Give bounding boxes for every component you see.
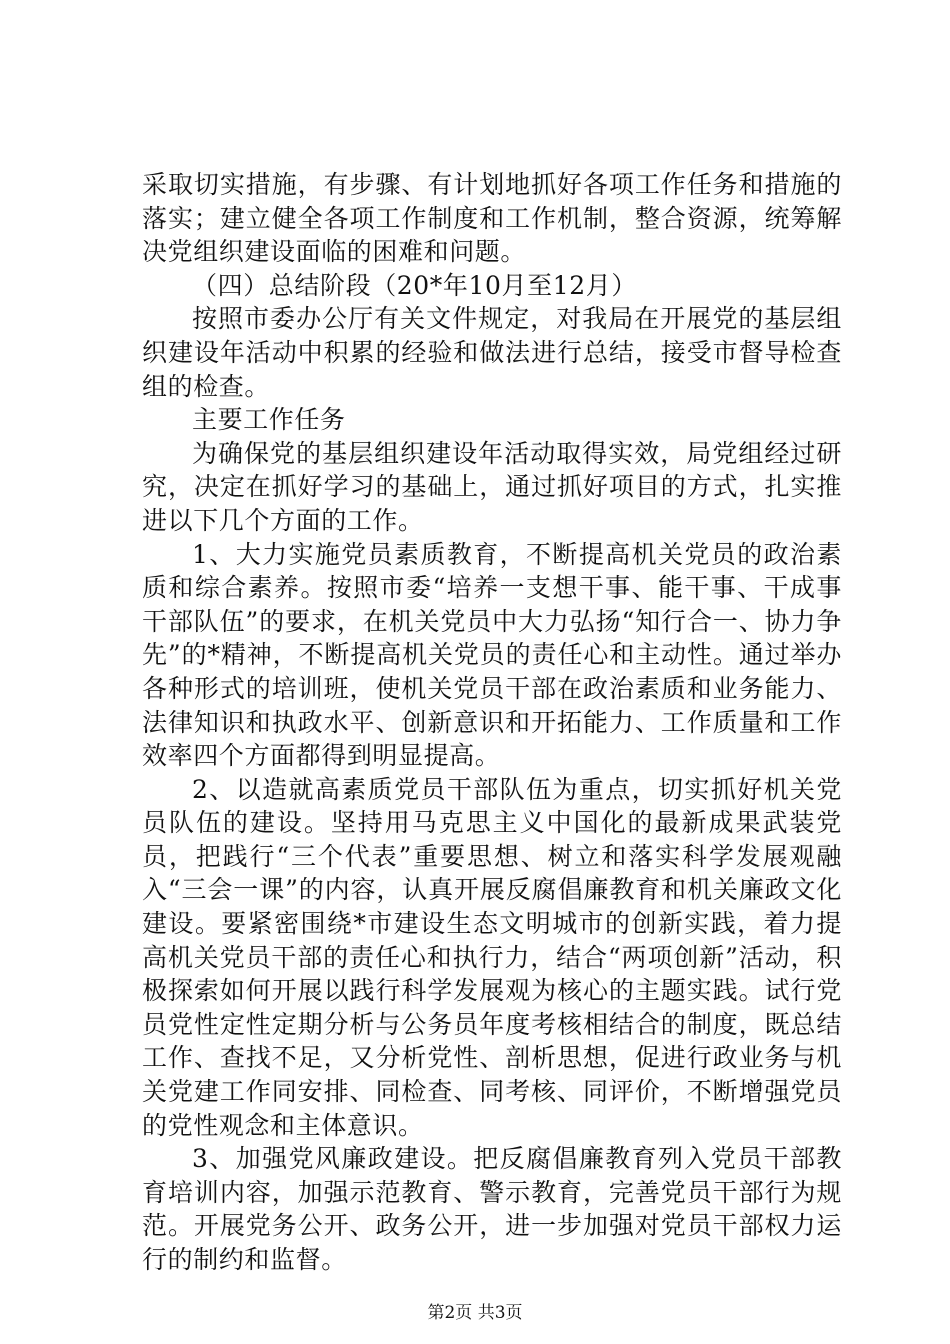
paragraph-summary-stage: 按照市委办公厅有关文件规定，对我局在开展党的基层组织建设年活动中积累的经验和做法进行总结，接受市督导检查组的检查。 <box>142 304 842 401</box>
paragraph-main-tasks-intro: 为确保党的基层组织建设年活动取得实效，局党组经过研究，决定在抓好学习的基础上，通过抓好项目的方式，扎实推进以下几个方面的工作。 <box>142 438 842 535</box>
paragraph-task-3: 3、加强党风廉政建设。把反腐倡廉教育列入党员干部教育培训内容，加强示范教育、警示教育，完善党员干部行为规范。开展党务公开、政务公开，进一步加强对党员干部权力运行的制约和监督。 <box>142 1144 842 1274</box>
paragraph-task-1: 1、大力实施党员素质教育，不断提高机关党员的政治素质和综合素养。按照市委“培养一支想干事、能干事、干成事干部队伍”的要求，在机关党员中大力弘扬“知行合一、协力争先”的*精神，不断提高机关党员的责任心和主动性。通过举办各种形式的培训班，使机关党员干部在政治素质和业务能力、法律知识和执政水平、创新意识和开拓能力、工作质量和工作效率四个方面都得到明显提高。 <box>142 539 842 771</box>
page-number-footer: 第2页 共3页 <box>427 1303 523 1323</box>
paragraph-task-2: 2、以造就高素质党员干部队伍为重点，切实抓好机关党员队伍的建设。坚持用马克思主义中国化的最新成果武装党员，把践行“三个代表”重要思想、树立和落实科学发展观融入“三会一课”的内容，认真开展反腐倡廉教育和机关廉政文化建设。要紧密围绕*市建设生态文明城市的创新实践，着力提高机关党员干部的责任心和执行力，结合“两项创新”活动，积极探索如何开展以践行科学发展观为核心的主题实践。试行党员党性定性定期分析与公务员年度考核相结合的制度，既总结工作、查找不足，又分析党性、剖析思想，促进行政业务与机关党建工作同安排、同检查、同考核、同评价，不断增强党员的党性观念和主体意识。 <box>142 774 842 1140</box>
section-heading-main-tasks: 主要工作任务 <box>192 405 346 435</box>
section-heading-summary-stage: （四）总结阶段（20*年10月至12月） <box>192 270 637 300</box>
paragraph-continuation: 采取切实措施，有步骤、有计划地抓好各项工作任务和措施的落实；建立健全各项工作制度和工作机制，整合资源，统筹解决党组织建设面临的困难和问题。 <box>142 170 842 267</box>
document-body <box>142 168 842 1277</box>
